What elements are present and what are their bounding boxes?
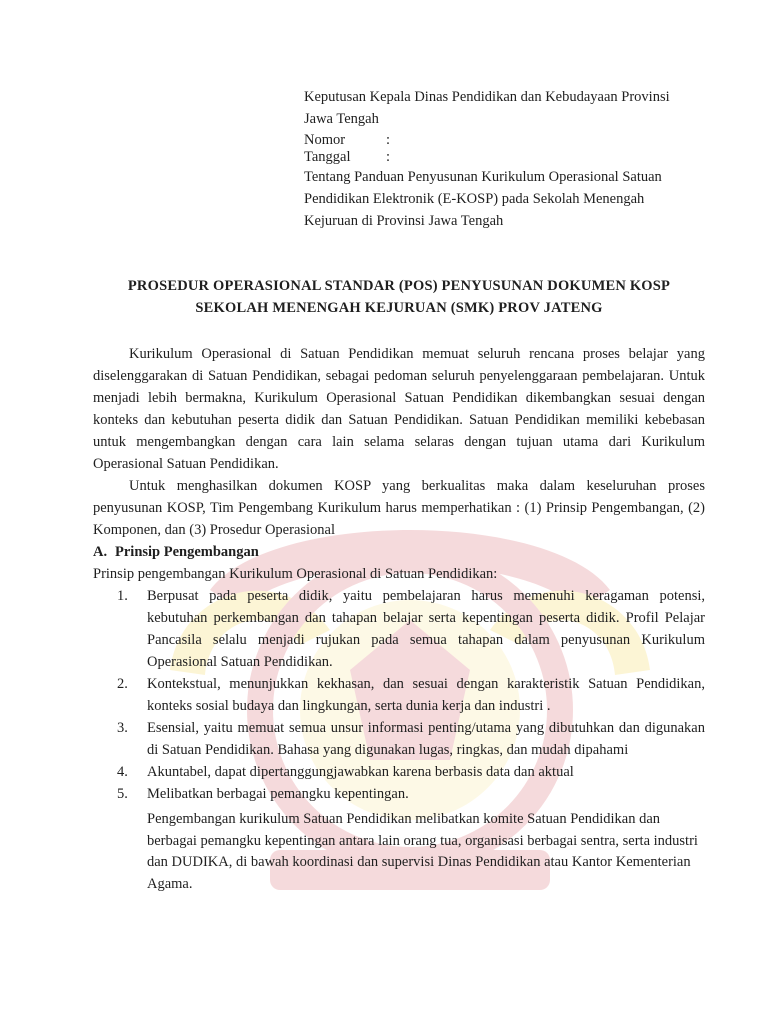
list-item — [93, 783, 705, 805]
nomor-separator: : — [386, 132, 391, 148]
subject-line: Kejuruan di Provinsi Jawa Tengah — [304, 213, 504, 229]
nomor-row — [304, 132, 714, 149]
decree-header — [304, 86, 714, 232]
list-item — [93, 717, 705, 761]
list-item-number: 2. — [117, 676, 128, 692]
list-item — [93, 585, 705, 673]
tanggal-row — [304, 149, 714, 166]
header-line: Jawa Tengah — [304, 111, 379, 127]
nomor-label: Nomor — [304, 132, 346, 148]
principles-list — [93, 585, 705, 805]
principles-intro: Prinsip pengembangan Kurikulum Operasional di Satuan Pendidikan: — [93, 566, 498, 582]
closing-paragraph: Pengembangan kurikulum Satuan Pendidikan melibatkan komite Satuan Pendidikan dan berbagai pemangku kepentingan antara lain orang tua, organisasi berbagai sentra, serta industri dan DUDIKA, di bawah koordinasi dan supervisi Dinas Pendidikan atau Kantor Kementerian Agama. — [147, 811, 698, 892]
list-item — [93, 673, 705, 717]
list-item-text: Kontekstual, menunjukkan kekhasan, dan sesuai dengan karakteristik Satuan Pendidikan, konteks sosial budaya dan lingkungan, serta dunia kerja dan industri . — [147, 676, 705, 714]
list-item-text: Akuntabel, dapat dipertanggungjawabkan karena berbasis data dan aktual — [147, 764, 574, 780]
list-item-number: 5. — [117, 786, 128, 802]
title-line-2: SEKOLAH MENENGAH KEJURUAN (SMK) PROV JATENG — [195, 300, 603, 316]
subject-line: Pendidikan Elektronik (E-KOSP) pada Sekolah Menengah — [304, 191, 645, 207]
document-title — [93, 275, 705, 319]
tanggal-separator: : — [386, 149, 391, 165]
list-item-number: 1. — [117, 588, 128, 604]
list-item-number: 3. — [117, 720, 128, 736]
list-item — [93, 761, 705, 783]
section-a-letter: A. — [93, 544, 108, 560]
section-a-heading — [93, 541, 705, 563]
section-a-title: Prinsip Pengembangan — [115, 544, 259, 560]
document-body — [93, 343, 705, 895]
tanggal-label: Tanggal — [304, 149, 351, 165]
list-item-text: Melibatkan berbagai pemangku kepentingan. — [147, 786, 409, 802]
intro-paragraph-1: Kurikulum Operasional di Satuan Pendidikan memuat seluruh rencana proses belajar yang diselenggarakan di Satuan Pendidikan, sebagai pedoman seluruh penyelenggaraan pembelajaran. Untuk menjadi lebih bermakna, Kurikulum Operasional Satuan Pendidikan dikembangkan sesuai dengan konteks dan kebutuhan peserta didik dan Satuan Pendidikan. Satuan Pendidikan memiliki kebebasan untuk mengembangkan dengan cara lain selama selaras dengan tujuan utama dari Kurikulum Operasional Satuan Pendidikan. — [93, 346, 705, 472]
title-line-1: PROSEDUR OPERASIONAL STANDAR (POS) PENYUSUNAN DOKUMEN KOSP — [127, 278, 671, 294]
header-line: Keputusan Kepala Dinas Pendidikan dan Kebudayaan Provinsi — [304, 89, 670, 105]
subject-line: Tentang Panduan Penyusunan Kurikulum Operasional Satuan — [304, 169, 662, 185]
list-item-number: 4. — [117, 764, 128, 780]
list-item-text: Esensial, yaitu memuat semua unsur informasi penting/utama yang dibutuhkan dan digunakan di Satuan Pendidikan. Bahasa yang digunakan lugas, ringkas, dan mudah dipahami — [147, 720, 705, 758]
list-item-text: Berpusat pada peserta didik, yaitu pembelajaran harus memenuhi keragaman potensi, kebutuhan perkembangan dan tahapan belajar serta kepentingan peserta didik. Profil Pelajar Pancasila selalu menjadi rujukan pada semua tahapan dalam penyusunan Kurikulum Operasional Satuan Pendidikan. — [147, 588, 705, 670]
intro-paragraph-2: Untuk menghasilkan dokumen KOSP yang berkualitas maka dalam keseluruhan proses penyusunan KOSP, Tim Pengembang Kurikulum harus memperhatikan : (1) Prinsip Pengembangan, (2) Komponen, dan (3) Prosedur Operasional — [93, 478, 705, 538]
